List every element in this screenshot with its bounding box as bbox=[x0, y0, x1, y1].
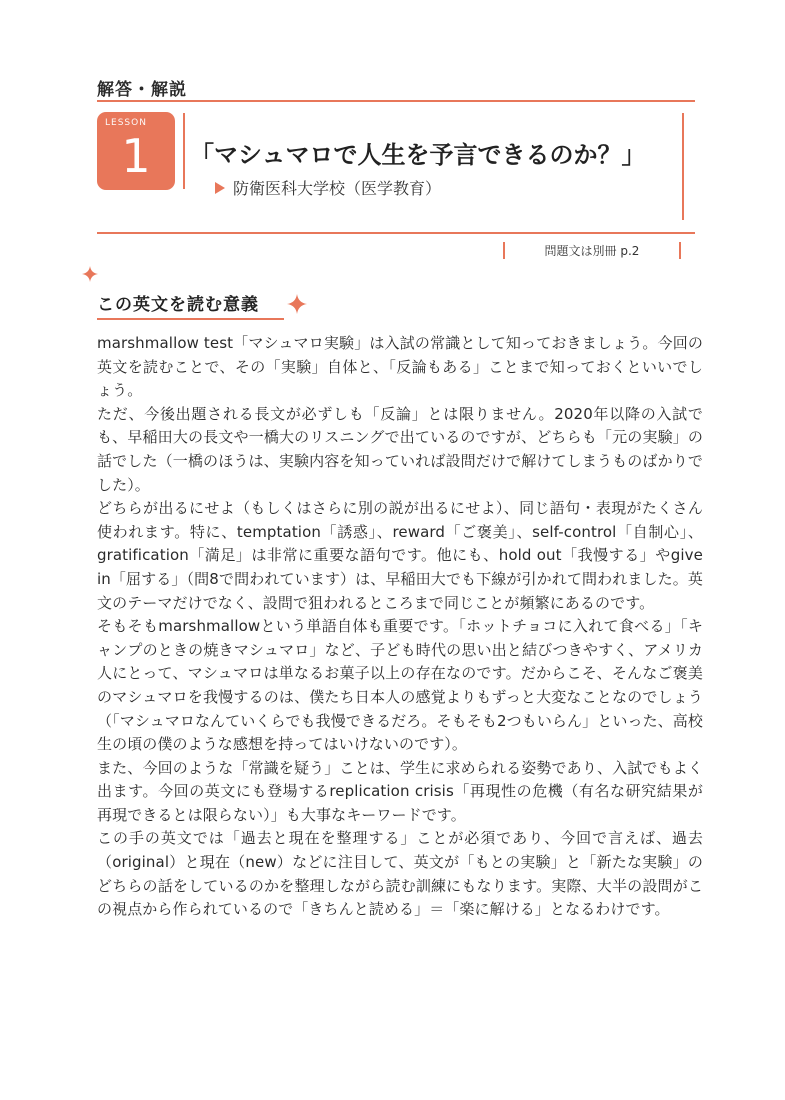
section-heading-block bbox=[82, 266, 322, 326]
source-subtitle: 防衛医科大学校（医学教育） bbox=[233, 179, 442, 198]
sparkle-icon bbox=[82, 266, 98, 282]
sparkle-icon bbox=[287, 294, 307, 314]
page-reference bbox=[503, 240, 681, 260]
reference-right-bar bbox=[679, 242, 681, 259]
header-right-divider bbox=[682, 113, 684, 220]
page-title: 「マシュマロで人生を予言できるのか？」 bbox=[190, 141, 646, 169]
section-label: 解答・解説 bbox=[97, 80, 187, 100]
section-heading-underline bbox=[97, 318, 284, 320]
triangle-bullet-icon bbox=[215, 182, 225, 194]
paragraph: marshmallow test「マシュマロ実験」は入試の常識として知っておきましょう。今回の英文を読むことで、その「実験」自体と、「反論もある」ことまで知っておくといいでしょう。 bbox=[97, 334, 703, 400]
subtitle-row bbox=[215, 176, 441, 199]
paragraph: どちらが出るにせよ（もしくはさらに別の説が出るにせよ）、同じ語句・表現がたくさん使われます。特に、temptation「誘惑」、reward「ご褒美」、self-control「自制心」、gratification「満足」は非常に重要な語句です。他にも、hold out「我慢する」やgive in「屈する」（問8で問われています）は、早稲田大でも下線が引かれて問われました。英文のテーマだけでなく、設問で狙われるところまで同じことが頻繁にあるのです。 bbox=[97, 499, 703, 612]
lesson-tag: LESSON bbox=[105, 118, 147, 128]
paragraph: この手の英文では「過去と現在を整理する」ことが必須であり、今回で言えば、過去（original）と現在（new）などに注目して、英文が「もとの実験」と「新たな実験」のどちらの話をしているのかを整理しながら読む訓練にもなります。実際、大半の設問がこの視点から作られているので「きちんと読める」＝「楽に解ける」となるわけです。 bbox=[97, 829, 703, 919]
paragraph: そもそもmarshmallowという単語自体も重要です。「ホットチョコに入れて食べる」「キャンプのときの焼きマシュマロ」など、子ども時代の思い出と結びつきやすく、アメリカ人にとって、マシュマロは単なるお菓子以上の存在なのです。だからこそ、そんなご褒美のマシュマロを我慢するのは、僕たち日本人の感覚よりもずっと大変なことなのでしょう（「マシュマロなんていくらでも我慢できるだろ。そもそも2つもいらん」といった、高校生の頃の僕のような感想を持ってはいけないのです）。 bbox=[97, 617, 703, 754]
section-body bbox=[97, 332, 703, 922]
lesson-badge bbox=[97, 112, 175, 190]
paragraph: ただ、今後出題される長文が必ずしも「反論」とは限りません。2020年以降の入試でも、早稲田大の長文や一橋大のリスニングで出ているのですが、どちらも「元の実験」の話でした（一橋のほうは、実験内容を知っていれば設問だけで解けてしまうものばかりでした）。 bbox=[97, 404, 703, 494]
paragraph: また、今回のような「常識を疑う」ことは、学生に求められる姿勢であり、入試でもよく出ます。今回の英文にも登場するreplication crisis「再現性の危機（有名な研究結果が再現できるとは限らない）」も大事なキーワードです。 bbox=[97, 758, 703, 824]
reference-text: 問題文は別冊 p.2 bbox=[544, 244, 640, 258]
header-top-rule bbox=[97, 100, 695, 102]
lesson-number: 1 bbox=[121, 129, 151, 183]
header-left-divider bbox=[183, 113, 185, 189]
header-bottom-rule bbox=[97, 232, 695, 234]
section-heading: この英文を読む意義 bbox=[97, 295, 259, 315]
